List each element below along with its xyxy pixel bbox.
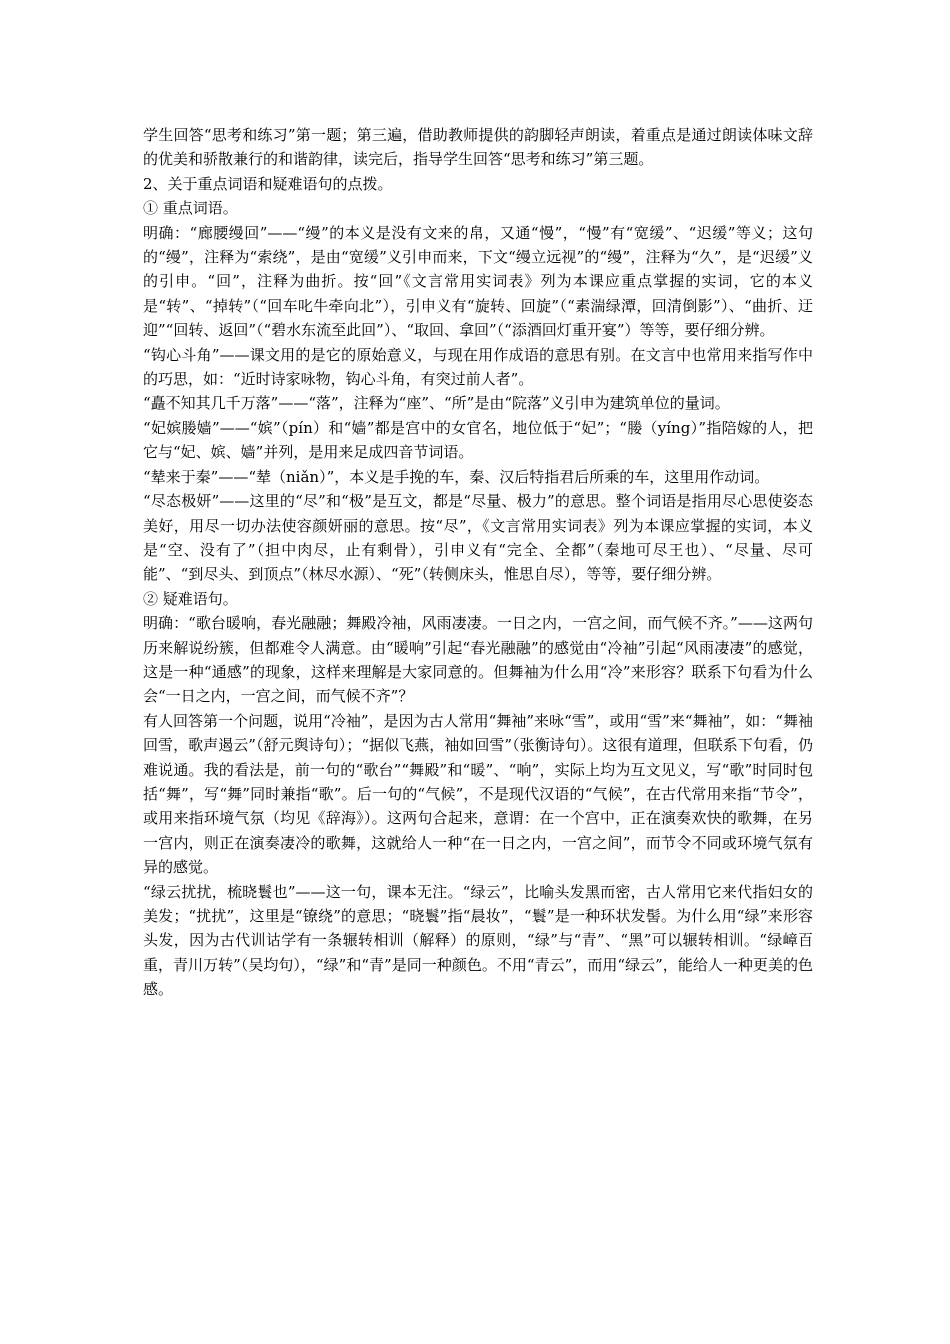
paragraph-reading-guidance: 学生回答“思考和练习”第一题；第三遍，借助教师提供的韵脚轻声朗读，着重点是通过朗读体味文辞的优美和骄散兼行的和谐韵律，读完后，指导学生回答“思考和练习”第三题。 [143, 126, 813, 169]
paragraph-gouxin-doujiao: “钩心斗角”——课文用的是它的原始意义，与现在用作成语的意思有别。在文言中也常用来指写作中的巧思，如：“近时诗家咏物，钩心斗角，有突过前人者”。 [143, 345, 813, 389]
subheading-difficult-sentences: ② 疑难语句。 [143, 589, 238, 608]
paragraph-jin-tai-ji-yan: “尽态极妍”——这里的“尽”和“极”是互文，都是“尽量、极力”的意思。整个词语是指用尽心思使姿态美好，用尽一切办法使容颜妍丽的意思。按“尽”，《文言常用实词表》列为本课应掌握的实词，本义是“空、没有了”（担中肉尽，止有剩骨），引申义有“完全、全都”（秦地可尽王也）、“尽量、尽可能”、“到尽头、到顶点”（林尽水源）、“死”（转侧床头，惟思自尽），等等，要仔细分辨。 [143, 492, 813, 584]
document-body [143, 123, 813, 1002]
section-heading-key-points: 2、关于重点词语和疑难语句的点拨。 [143, 174, 393, 193]
paragraph-fei-pin-ying-qiang: “妃嫔媵嫱”——“嫔”（pín）和“嫱”都是宫中的女官名，地位低于“妃”；“媵（yíng）”指陪嫁的人，把它与“妃、嫔、嫱”并列，是用来足成四音节词语。 [143, 418, 813, 462]
paragraph-lengxiu-answer: 有人回答第一个问题，说用“冷袖”，是因为古人常用“舞袖”来咏“雪”，或用“雪”来“舞袖”，如：“舞袖回雪，歌声遏云”（舒元舆诗句）；“据似飞燕，袖如回雪”（张衡诗句）。这很有道理，但联系下句看，仍难说通。我的看法是，前一句的“歌台”“舞殿”和“暖”、“响”，实际上均为互文见义，写“歌”时同时包括“舞”，写“舞”同时兼指“歌”。后一句的“气候”，不是现代汉语的“气候”，在古代常用来指“节令”，或用来指环境气氛（均见《辞海》）。这两句合起来，意谓：在一个宫中，正在演奏欢快的歌舞，在另一宫内，则正在演奏凄冷的歌舞，这就给人一种“在一日之内，一宫之间”，而节令不同或环境气氛有异的感觉。 [143, 711, 813, 877]
paragraph-nian: “辇来于秦”——“辇（niǎn）”，本义是手挽的车，秦、汉后特指君后所乘的车，这里用作动词。 [143, 467, 770, 486]
paragraph-getai-nuanxiang: 明确：“歌台暖响，春光融融；舞殿冷袖，风雨凄凄。一日之内，一宫之间，而气候不齐。”——这两句历来解说纷簇，但都难令人满意。由“暖响”引起“春光融融”的感觉由“冷袖”引起“风雨凄凄”的感觉，这是一种“通感”的现象，这样来理解是大家同意的。但舞袖为什么用“冷”来形容？联系下句看为什么会“一日之内，一宫之间，而气候不齐”？ [143, 614, 813, 706]
paragraph-manhui: 明确：“廊腰缦回”——“缦”的本义是没有文来的帛，又通“慢”，“慢”有“宽缓”、“迟缓”等义；这句的“缦”，注释为“索绕”，是由“宽缓”义引申而来，下文“缦立远视”的“缦”，注释为“久”，是“迟缓”义的引申。“回”，注释为曲折。按“回”《文言常用实词表》列为本课应重点掌握的实词，它的本义是“转”、“掉转”（“回车叱牛牵向北”），引申义有“旋转、回旋”（“素湍绿潭，回清倒影”）、“曲折、迂迎”“回转、返回”（“碧水东流至此回”）、“取回、拿回”（“添酒回灯重开宴”）等等，要仔细分辨。 [143, 223, 813, 340]
paragraph-luo: “矗不知其几千万落”——“落”，注释为“座”、“所”是由“院落”义引申为建筑单位的量词。 [143, 394, 730, 413]
subheading-key-words: ① 重点词语。 [143, 199, 238, 218]
paragraph-lvyun-rao: “绿云扰扰，梳晓鬟也”——这一句，课本无注。“绿云”，比喻头发黑而密，古人常用它来代指妇女的美发；“扰扰”，这里是“镣绕”的意思；“晓鬟”指“晨妆”，“鬟”是一种环状发髻。为什么用“绿”来形容头发，因为古代训诂学有一条辗转相训（解释）的原则，“绿”与“青”、“黑”可以辗转相训。“绿嶂百重，青川万转”（吴均句），“绿”和“青”是同一种颜色。不用“青云”，而用“绿云”，能给人一种更美的色感。 [143, 882, 813, 999]
